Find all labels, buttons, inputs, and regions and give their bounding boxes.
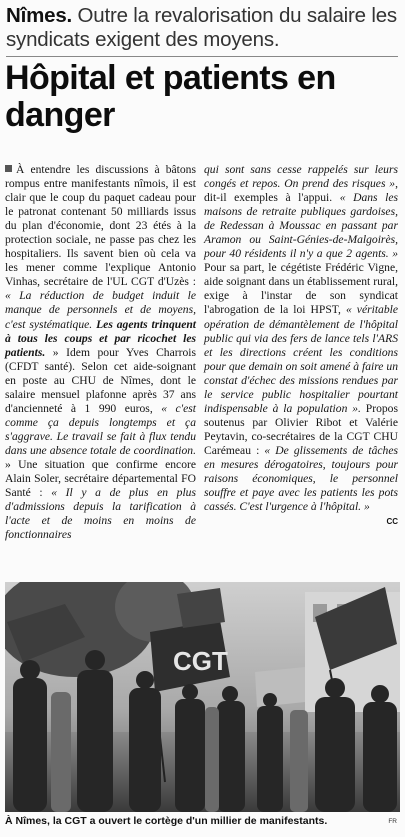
column-2-paragraph [204, 163, 398, 514]
text-run: « c'est comme ça depuis longtemps et ça s'aggrave. Le travail se fait à flux tendu dans une absence totale de coordination. [5, 401, 196, 457]
photo-caption: À Nîmes, la CGT a ouvert le cortège d'un millier de manifestants. [5, 815, 328, 827]
cgt-flag-text: CGT [173, 646, 228, 676]
text-run: À entendre les discussions à bâtons rompus entre manifestants nîmois, il est clair que le coup du paquet cadeau pour le patronat contenant 50 milliards issus du plan d'économie, dont 23 étés à la protection sociale, ne passe pas chez les hospitaliers. Ils savent bien où cela va les mener comme l'explique Antonio Vinhas, secrétaire de l'UL CGT d'Uzès : [5, 163, 196, 289]
text-run: « La réduction de budget induit le manque de personnels et de moyens, c'est systématique. [5, 289, 196, 331]
text-run: « Il y a de plus en plus d'admissions depuis la tarification à l'acte et de moins en moins de fonctionnaires [5, 486, 196, 542]
column-1-paragraph [5, 163, 196, 542]
text-run: Les agents trinquent à tous les coups et par ricochet les patients. [5, 317, 197, 359]
text-run: » Une situation que confirme encore Alain Soler, secrétaire départemental FO Santé : [5, 457, 196, 500]
text-run: « véritable opération de démantèlement de l'hôpital public qui via des fers de lance tels l'ARS et les directions créent les conditions pour que demain on soit amené à faire un constat d'échec des missions rendues par le service public hospitalier pourtant indispensable à la population ». [204, 303, 398, 415]
headline: Hôpital et patients en danger [5, 59, 336, 134]
paragraph-marker-icon [5, 165, 12, 172]
kicker-place: Nîmes. [6, 4, 73, 27]
text-run: » Idem pour Yves Charrois (CFDT santé). Selon cet aide-soignant en poste au CHU de Nîmes, dont le salaire mensuel plafonne après 37 ans d'ancienneté à 1 990 euros, [5, 345, 196, 415]
text-run: Propos soutenus par Olivier Ribot et Valérie Peytavin, co-secrétaires de la CGT CHU Carémeau : [204, 401, 398, 457]
author-signature: CC [386, 517, 398, 527]
kicker-text: Outre la revalorisation du salaire les syndicats exigent des moyens. [6, 4, 397, 51]
text-run: , dit-il exemples à l'appui. [204, 177, 398, 205]
text-run: Pour sa part, le cégétiste Frédéric Vigne, aide soignant dans un établissement rural, exige à l'instar de son syndicat l'abrogation de la loi HPST, [204, 261, 398, 317]
text-run: « De glissements de tâches en mesures dérogatoires, toujours pour raisons économiques, le personnel souffre et paye avec les patients les pots cassés. C'est l'urgence à l'hôpital. » [204, 443, 398, 514]
kicker [6, 4, 402, 51]
article-column-1 [5, 163, 196, 542]
demonstration-photo [5, 582, 400, 812]
article-column-2 [204, 163, 398, 529]
kicker-divider [6, 56, 398, 57]
text-run: qui sont sans cesse rappelés sur leurs congés et repos. On prend des risques » [204, 163, 398, 191]
photo-credit: FR [388, 818, 397, 825]
text-run: « Dans les maisons de retraite publiques gardoises, de Redessan à Moussac en passant par Aramon ou Saint-Génies-de-Malgoirès, pour 40 résidents il n'y a que 2 agents. » [204, 191, 399, 261]
